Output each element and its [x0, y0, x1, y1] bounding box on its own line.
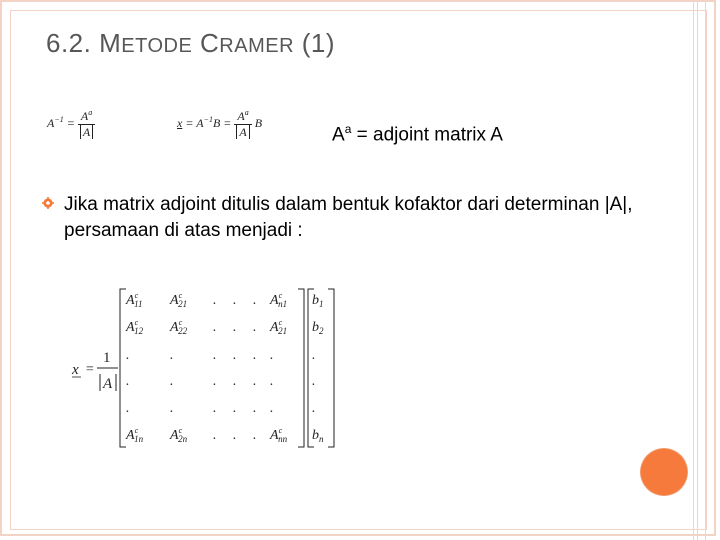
matrix-cell: . [213, 293, 217, 308]
matrix-cell: . [213, 348, 217, 363]
matrix-cell: $A^c$ 21 [170, 291, 188, 309]
matrix-cell: . [233, 428, 237, 443]
matrix-cell: . [233, 348, 237, 363]
matrix-cell: . [253, 348, 257, 363]
vector-cell: . [312, 401, 316, 416]
matrix-cell: $A^c$ 2n [170, 426, 188, 444]
bullet-text: Jika matrix adjoint ditulis dalam bentuk kofaktor dari determinan |A|, persamaan di atas menjadi : [64, 194, 633, 241]
matrix-cell: . [270, 374, 274, 389]
matrix-cell: . [126, 401, 130, 416]
cramer-matrix-equation [70, 287, 340, 449]
orange-circle-decoration [641, 449, 687, 495]
matrix-cell: . [270, 348, 274, 363]
vector-bracket-right [328, 289, 334, 447]
matrix-cell: . [213, 320, 217, 335]
matrix-cell: . [253, 320, 257, 335]
solution-equation: $x = A^{-1}B$ = $\frac{A^a}{A}$ B [177, 108, 263, 139]
equals-sign: = [85, 362, 95, 377]
matrix-cell: . [253, 293, 257, 308]
matrix-cell: $A^c$ 12 [126, 318, 144, 336]
matrix-cell: . [213, 401, 217, 416]
matrix-cell: $A^c$ 21 [270, 318, 288, 336]
frame-rail [705, 0, 706, 540]
matrix-cell: . [233, 320, 237, 335]
vector-cell: $b_1$ [312, 293, 324, 309]
matrix-cell: . [170, 374, 174, 389]
matrix-cell: . [253, 428, 257, 443]
matrix-bracket-right [298, 289, 304, 447]
matrix-cell: . [253, 401, 257, 416]
matrix-cell: . [126, 374, 130, 389]
frame-rail [697, 0, 698, 540]
gear-bullet-icon [42, 197, 54, 209]
matrix-cell: $A^c$ 1n [126, 426, 144, 444]
fraction-numerator: 1 [103, 350, 111, 366]
inverse-equation: $A^{-1}$ = $\frac{A^a}{A}$ [47, 108, 95, 140]
vector-bracket-left [308, 289, 314, 447]
matrix-cell: . [233, 293, 237, 308]
matrix-cell: $A^c$ 22 [170, 318, 188, 336]
matrix-cell: $A^c$ 11 [126, 291, 143, 309]
matrix-cell: . [126, 348, 130, 363]
matrix-cell: . [233, 374, 237, 389]
matrix-cell: $A^c$ n1 [270, 291, 288, 309]
frame-rail [693, 0, 694, 540]
x-symbol: x [72, 362, 79, 378]
matrix-cell: . [170, 348, 174, 363]
matrix-cell: $A^c$ nn [270, 426, 288, 444]
matrix-cell: . [253, 374, 257, 389]
matrix-cell: . [233, 401, 237, 416]
vector-cell: . [312, 348, 316, 363]
vector-cell: $b_2$ [312, 320, 324, 336]
matrix-cell: . [270, 401, 274, 416]
matrix-cell: . [213, 428, 217, 443]
matrix-cell: . [170, 401, 174, 416]
matrix-cell: . [213, 374, 217, 389]
fraction-denominator: A [103, 376, 113, 392]
adjoint-definition: $A^a$ = adjoint matrix A [332, 122, 503, 146]
matrix-bracket-left [120, 289, 126, 447]
slide-frame-inner [10, 10, 707, 530]
vector-cell: $b_n$ [312, 428, 324, 444]
slide-title: 6.2. METODE CRAMER (1) [46, 28, 336, 58]
vector-cell: . [312, 374, 316, 389]
